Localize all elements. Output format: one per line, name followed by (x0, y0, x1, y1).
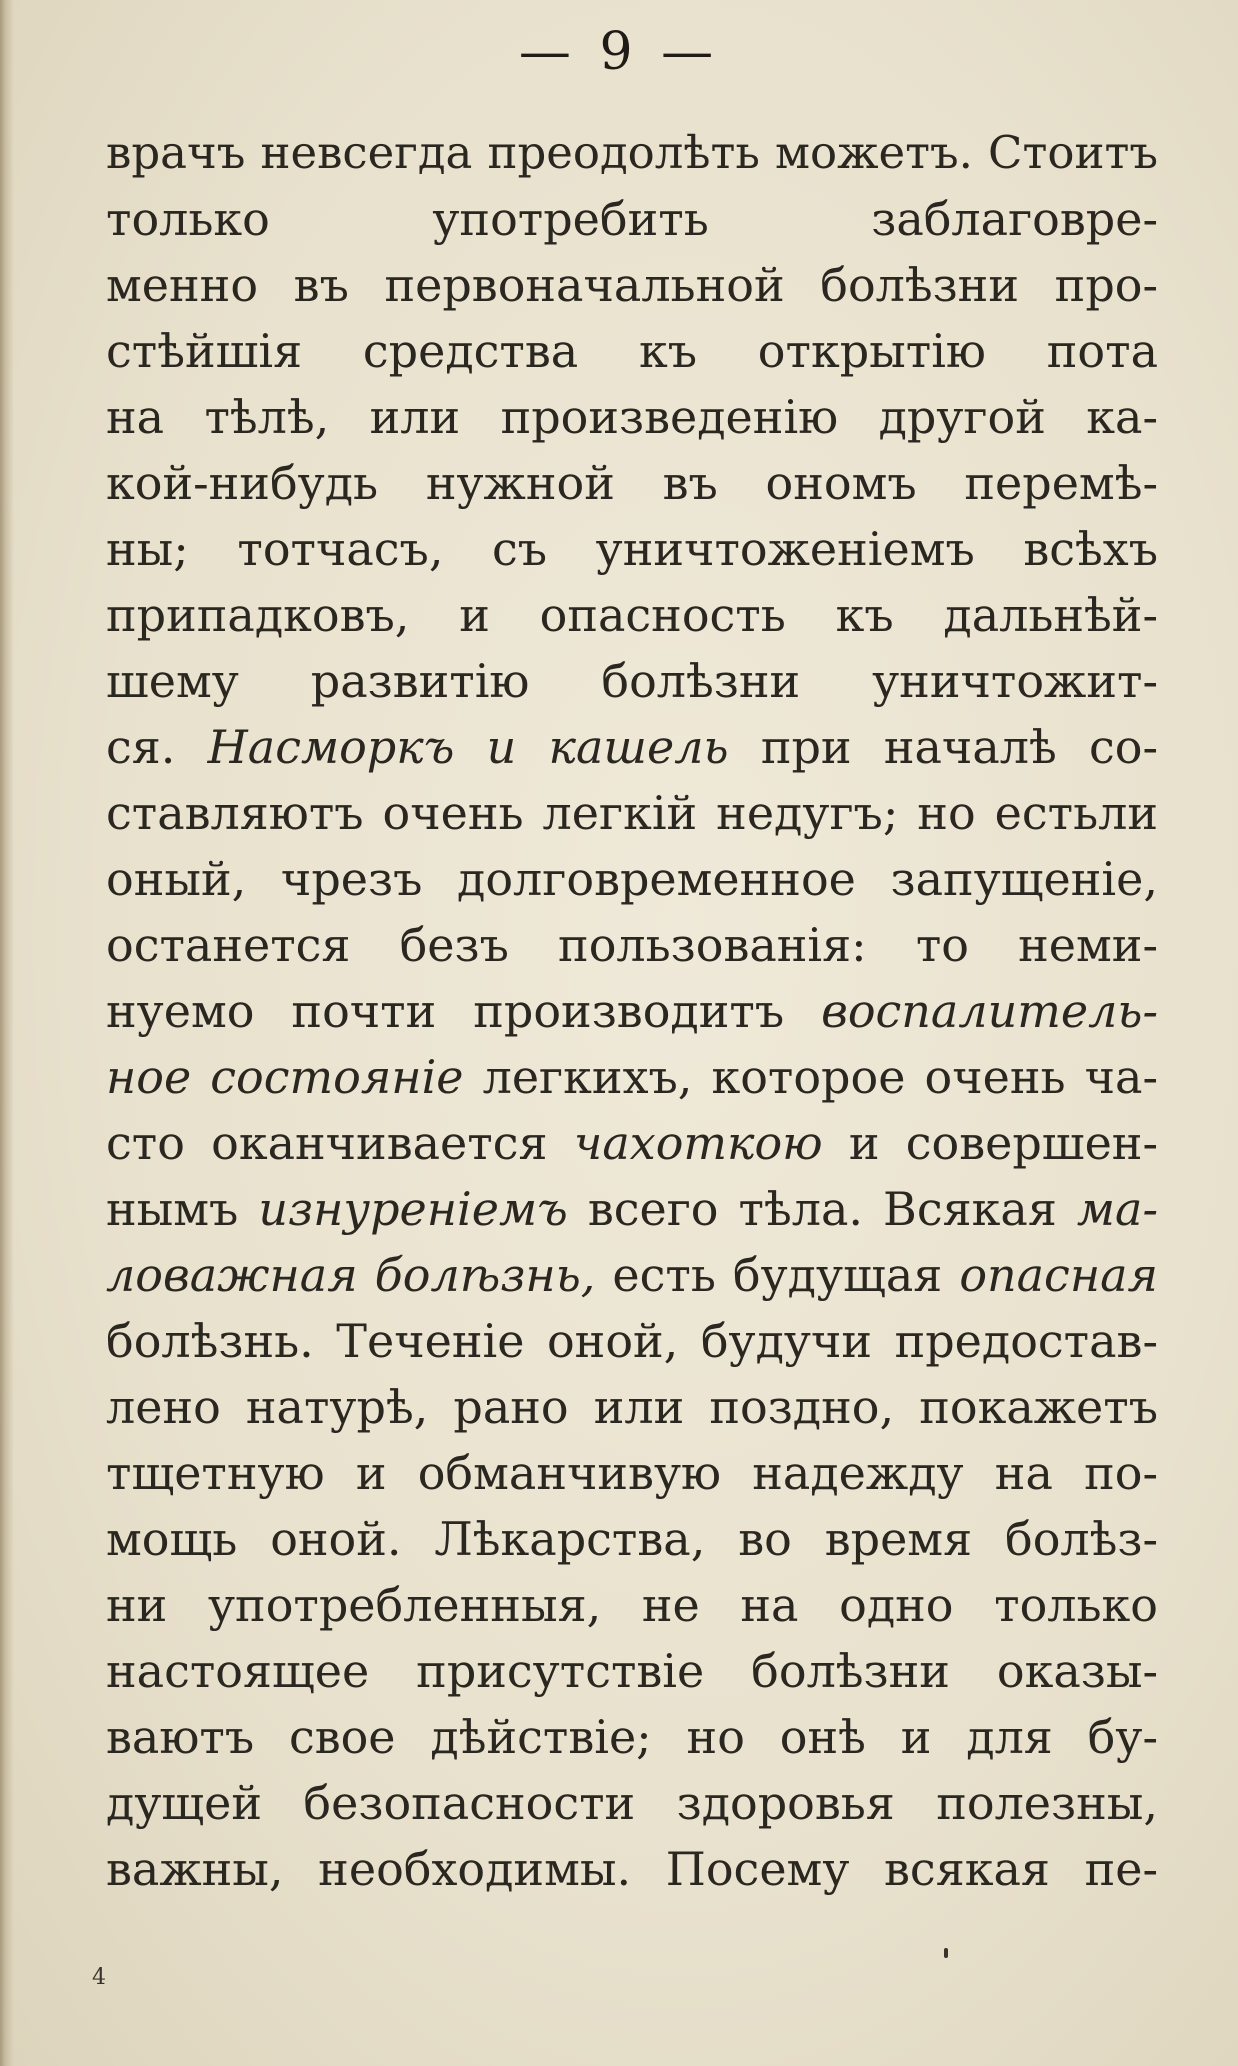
text-line (106, 450, 1158, 516)
text-run: ваютъ свое дѣйствіе; но онѣ и для бу- (106, 1710, 1158, 1764)
text-line (106, 1110, 1158, 1176)
text-line (106, 978, 1158, 1044)
italic-phrase: изнуреніемъ (258, 1182, 568, 1236)
text-line (106, 516, 1158, 582)
text-run: тщетную и обманчивую надежду на по- (106, 1446, 1158, 1500)
text-run: ся. (106, 720, 208, 774)
text-line (106, 318, 1158, 384)
text-line (106, 714, 1158, 780)
text-run: и совершен- (822, 1116, 1158, 1170)
text-run: при началѣ со- (728, 720, 1158, 774)
page-gutter-edge (0, 0, 14, 2066)
italic-phrase: воспалитель- (821, 984, 1158, 1038)
italic-phrase: ма- (1076, 1182, 1158, 1236)
text-run: только употребить заблаговре- (106, 192, 1158, 246)
text-line (106, 648, 1158, 714)
text-line (106, 582, 1158, 648)
italic-phrase: опасная (959, 1248, 1158, 1302)
text-run: шему развитію болѣзни уничтожит- (106, 654, 1158, 708)
text-run: ни употребленныя, не на одно только (106, 1578, 1158, 1632)
text-run: припадковъ, и опасность къ дальнѣй- (106, 588, 1158, 642)
text-run: ставляютъ очень легкій недугъ; но естьли (106, 786, 1158, 840)
text-line (106, 120, 1158, 186)
text-run: менно въ первоначальной болѣзни про- (106, 258, 1158, 312)
text-line (106, 1044, 1158, 1110)
text-line (106, 1440, 1158, 1506)
text-line (106, 1374, 1158, 1440)
italic-phrase: ловажная болѣзнь, (106, 1248, 596, 1302)
text-line (106, 1308, 1158, 1374)
text-line (106, 846, 1158, 912)
text-line (106, 1704, 1158, 1770)
text-line (106, 912, 1158, 978)
body-text (106, 120, 1158, 1902)
text-run: кой-нибудь нужной въ ономъ перемѣ- (106, 456, 1158, 510)
text-run: оный, чрезъ долговременное запущеніе, (106, 852, 1158, 906)
text-line (106, 252, 1158, 318)
text-run: настоящее присутствіе болѣзни оказы- (106, 1644, 1158, 1698)
text-run: есть будущая (595, 1248, 960, 1302)
italic-phrase: чахоткою (573, 1116, 823, 1170)
text-line (106, 1770, 1158, 1836)
signature-mark: 4 (92, 1965, 106, 1990)
text-run: мощь оной. Лѣкарства, во время болѣз- (106, 1512, 1158, 1566)
text-run: на тѣлѣ, или произведенію другой ка- (106, 390, 1158, 444)
text-run: сто оканчивается (106, 1116, 574, 1170)
text-run: нуемо почти производитъ (106, 984, 822, 1038)
text-line (106, 186, 1158, 252)
text-run: ны; тотчасъ, съ уничтоженіемъ всѣхъ (106, 522, 1158, 576)
page-number-header: — 9 — (518, 22, 720, 82)
text-line (106, 1572, 1158, 1638)
text-run: стѣйшія средства къ открытію пота (106, 324, 1158, 378)
text-line (106, 780, 1158, 846)
text-run: врачъ невсегда преодолѣть можетъ. Стоитъ (106, 126, 1158, 179)
text-run: лено натурѣ, рано или поздно, покажетъ (106, 1380, 1158, 1434)
text-line (106, 1638, 1158, 1704)
text-run: дущей безопасности здоровья полезны, (106, 1776, 1158, 1830)
ink-speck (944, 1948, 948, 1958)
text-run: легкихъ, которое очень ча- (463, 1050, 1158, 1104)
text-line (106, 1506, 1158, 1572)
text-run: болѣзнь. Теченіе оной, будучи предостав- (106, 1314, 1158, 1368)
text-run: нымъ (106, 1182, 259, 1236)
text-line (106, 1836, 1158, 1902)
text-run: всего тѣла. Всякая (567, 1182, 1077, 1236)
text-run: останется безъ пользованія: то неми- (106, 918, 1158, 972)
text-run: важны, необходимы. Посему всякая пе- (106, 1842, 1158, 1896)
text-line (106, 1242, 1158, 1308)
text-line (106, 384, 1158, 450)
text-line (106, 1176, 1158, 1242)
italic-phrase: Насморкъ и кашель (207, 720, 729, 774)
italic-phrase: ное состояніе (106, 1050, 464, 1104)
